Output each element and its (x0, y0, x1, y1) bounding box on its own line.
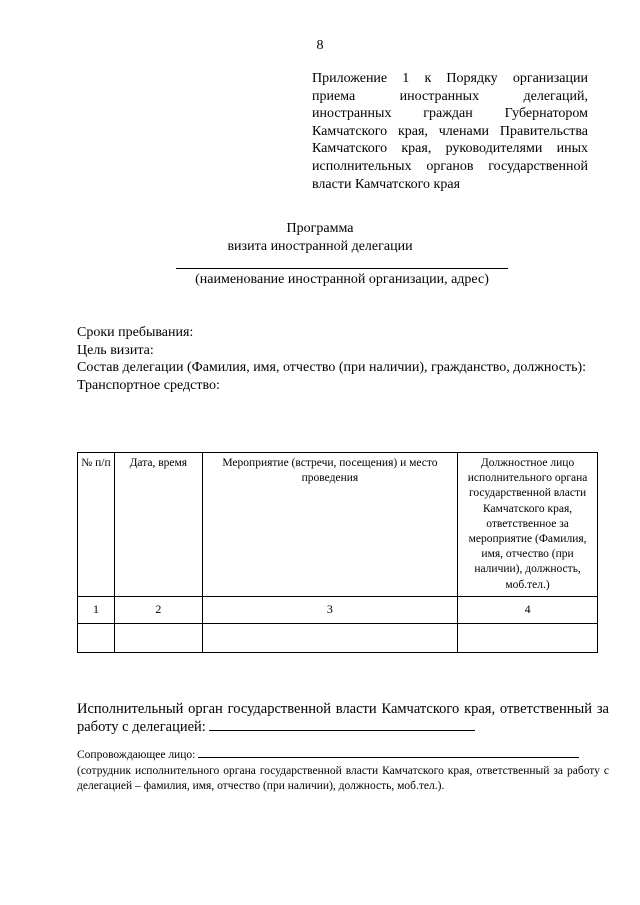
appendix-heading: Приложение 1 к Порядку организации приема иностранных делегаций, иностранных граждан Губернатором Камчатского края, членами Правительства Камчатского края, руководителями иных исполнительных органов государственной власти Камчатского края (312, 71, 588, 192)
header-responsible: Должностное лицо исполнительного органа государственной власти Камчатского края, ответственное за мероприятие (Фамилия, имя, отчество (при наличии), должность, моб.тел.) (458, 453, 598, 597)
escort-block (77, 747, 609, 795)
header-number: № п/п (78, 453, 115, 597)
table-numbering-row (78, 596, 598, 623)
table-cell (458, 623, 598, 652)
responsible-fill-line (209, 718, 475, 731)
purpose-label: Цель визита: (77, 342, 154, 358)
org-name-hint: (наименование иностранной организации, адрес) (195, 272, 489, 287)
escort-fill-line (198, 747, 579, 758)
program-title: Программа (286, 221, 354, 236)
visit-fields (77, 324, 609, 394)
header-date-time: Дата, время (114, 453, 202, 597)
stay-period-label: Сроки пребывания: (77, 325, 194, 340)
table-row (78, 623, 598, 652)
table-cell: 3 (202, 596, 457, 623)
table-header-row (78, 453, 598, 597)
responsible-label: Исполнительный орган государственной власти Камчатского края, ответственный за работу с делегацией: (77, 701, 609, 735)
escort-note: (сотрудник исполнительного органа государственной власти Камчатского края, ответственный за работу с делегацией – фамилия, имя, отчество (при наличии), должность, моб.тел.). (77, 764, 609, 792)
composition-label: Состав делегации (Фамилия, имя, отчество (при наличии), гражданство, должность): (77, 360, 587, 376)
header-event: Мероприятие (встречи, посещения) и место проведения (202, 453, 457, 597)
table-cell (78, 623, 115, 652)
program-subtitle: визита иностранной делегации (227, 238, 413, 254)
table-cell: 2 (114, 596, 202, 623)
program-title-block (0, 220, 640, 255)
org-name-line (176, 268, 508, 269)
table-cell: 4 (458, 596, 598, 623)
table-cell (114, 623, 202, 652)
table-cell: 1 (78, 596, 115, 623)
escort-label: Сопровождающее лицо: (77, 749, 196, 761)
page-number: 8 (316, 38, 324, 53)
table-cell (202, 623, 457, 652)
responsible-body (77, 700, 609, 736)
transport-label: Транспортное средство: (77, 377, 220, 393)
program-table (77, 452, 598, 653)
